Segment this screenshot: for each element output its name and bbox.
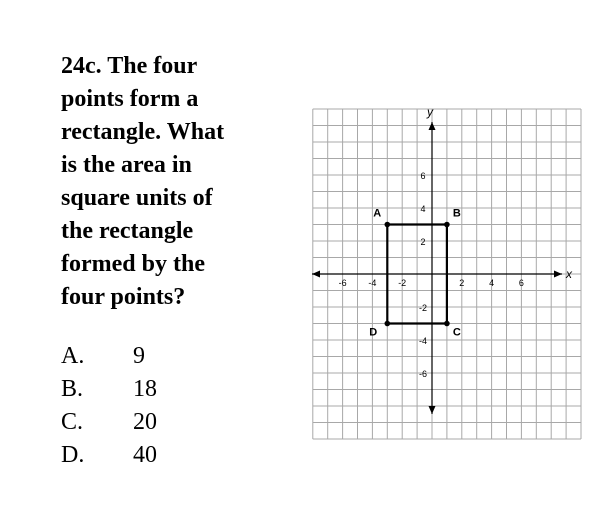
point-label-c: C <box>452 326 461 339</box>
point-c <box>444 321 450 327</box>
x-tick-label: -2 <box>398 278 407 288</box>
choice-letter: D. <box>61 442 85 468</box>
y-tick-label: 4 <box>420 204 426 214</box>
choice-letter: C. <box>61 409 84 435</box>
y-tick-label: -2 <box>418 303 428 313</box>
point-label-a: A <box>373 207 382 220</box>
choice-value: 9 <box>133 343 145 369</box>
x-tick-label: 2 <box>459 278 465 288</box>
choice-letter: A. <box>61 343 85 369</box>
point-label-b: B <box>452 207 461 220</box>
choice-letter: B. <box>61 376 84 402</box>
y-tick-label: -6 <box>418 369 428 379</box>
x-tick-label: -4 <box>368 278 377 288</box>
y-tick-label: -4 <box>418 336 428 346</box>
x-axis-right-arrow <box>554 271 562 278</box>
point-d <box>385 321 391 327</box>
question-line: rectangle. What <box>61 119 225 145</box>
question-line: 24c. The four <box>61 53 198 79</box>
question-line: four points? <box>61 284 186 310</box>
x-tick-label: 4 <box>489 278 495 288</box>
question-line: formed by the <box>61 251 205 277</box>
y-axis-down-arrow <box>429 406 436 414</box>
question-line: points form a <box>61 86 199 112</box>
question-line: the rectangle <box>61 218 194 244</box>
x-tick-label: -6 <box>338 278 347 288</box>
y-tick-label: 2 <box>420 237 426 247</box>
x-tick-label: 6 <box>518 278 524 288</box>
y-tick-label: 6 <box>420 171 426 181</box>
choice-value: 20 <box>133 409 157 435</box>
question-line: is the area in <box>61 152 192 178</box>
point-b <box>444 222 450 228</box>
point-a <box>385 222 391 228</box>
choice-value: 18 <box>133 376 157 402</box>
choice-value: 40 <box>133 442 157 468</box>
y-axis-label: y <box>427 105 433 119</box>
point-label-d: D <box>369 326 378 339</box>
x-axis-label: x <box>566 267 572 281</box>
question-line: square units of <box>61 185 213 211</box>
